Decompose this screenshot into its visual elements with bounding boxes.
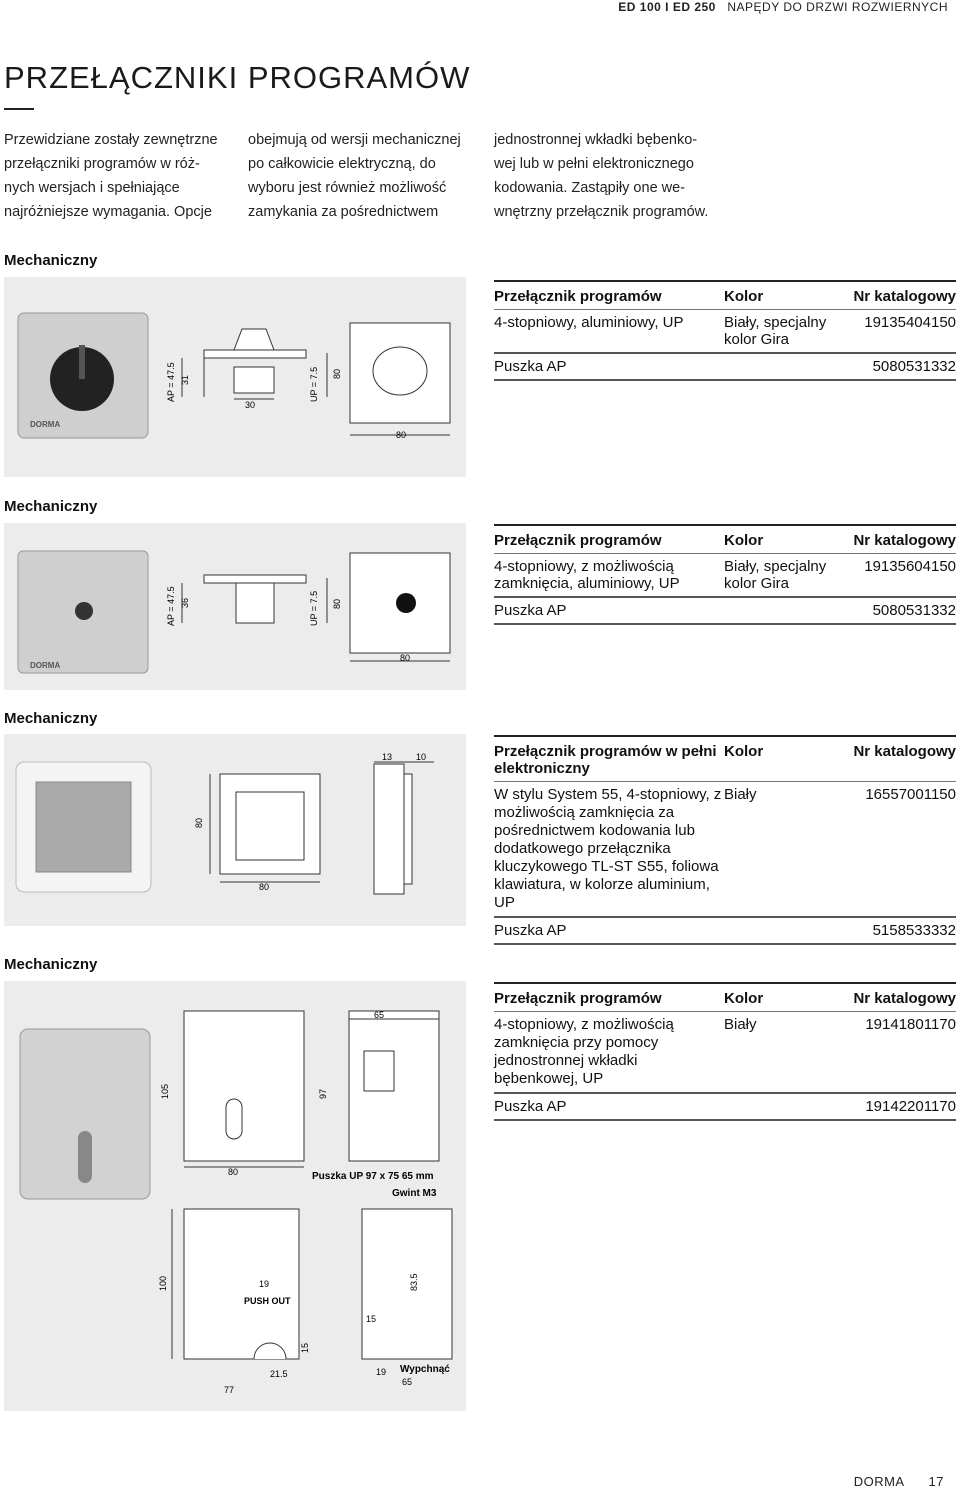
box-label: Puszka UP 97 x 75 65 mm <box>312 1171 434 1182</box>
dim-65-b: 65 <box>402 1377 413 1387</box>
dim-21-5: 21.5 <box>270 1369 288 1379</box>
section-4-table <box>494 982 956 1121</box>
dim-ap: AP = 47.5 <box>166 362 176 402</box>
section-4-image <box>4 981 466 1411</box>
push-out-label: PUSH OUT <box>244 1296 291 1306</box>
dim-13: 13 <box>382 752 393 762</box>
dim-up: UP = 7.5 <box>309 366 319 402</box>
section-1-image <box>4 277 466 477</box>
col-header-color: Kolor <box>724 983 844 1012</box>
intro-col-2: obejmują od wersji mechanicznej po całkowicie elektryczną, do wyboru jest również możliwość zamykania za pośrednictwem <box>248 132 461 220</box>
dim-15-a: 15 <box>366 1314 377 1324</box>
col-header-product: Przełącznik programów <box>494 281 724 310</box>
col-header-color: Kolor <box>724 736 844 782</box>
dim-80-h: 80 <box>396 430 407 440</box>
dim-30: 30 <box>245 400 256 410</box>
section-3-table <box>494 735 956 945</box>
table-row: Puszka AP 5080531332 <box>494 597 956 624</box>
page-footer <box>854 1474 944 1489</box>
section-3-label: Mechaniczny <box>4 710 98 727</box>
dim-77: 77 <box>224 1385 235 1395</box>
section-1-table <box>494 280 956 381</box>
dim-19: 19 <box>259 1279 270 1289</box>
section-1-drawing <box>4 277 466 477</box>
col-header-color: Kolor <box>724 281 844 310</box>
col-header-catalog: Nr katalogowy <box>844 281 956 310</box>
col-header-color: Kolor <box>724 525 844 554</box>
dim-36: 36 <box>180 597 190 608</box>
section-2-image <box>4 523 466 690</box>
dim-83-5: 83.5 <box>409 1273 419 1291</box>
dim-ap: AP = 47.5 <box>166 586 176 626</box>
dim-80-v: 80 <box>332 598 342 609</box>
header-section: NAPĘDY DO DRZWI ROZWIERNYCH <box>727 0 948 14</box>
col-header-product: Przełącznik programów w pełni elektroniczny <box>494 736 724 782</box>
dim-80-v: 80 <box>332 368 342 379</box>
dim-65: 65 <box>374 1010 385 1020</box>
col-header-catalog: Nr katalogowy <box>844 525 956 554</box>
col-header-catalog: Nr katalogowy <box>844 736 956 782</box>
table-row: Puszka AP 19142201170 <box>494 1093 956 1120</box>
dim-31: 31 <box>180 374 190 385</box>
dim-80-h: 80 <box>400 653 411 663</box>
running-header <box>618 0 948 14</box>
table-row: Puszka AP 5158533332 <box>494 917 956 944</box>
col-header-catalog: Nr katalogowy <box>844 983 956 1012</box>
dim-80: 80 <box>228 1167 239 1177</box>
page-number: 17 <box>928 1474 944 1489</box>
header-product: ED 100 I ED 250 <box>618 0 716 14</box>
section-2-drawing <box>4 523 466 690</box>
dim-19-b: 19 <box>376 1367 387 1377</box>
section-1-label: Mechaniczny <box>4 252 98 269</box>
dim-97: 97 <box>318 1088 328 1099</box>
thread-label: Gwint M3 <box>392 1188 437 1199</box>
section-4-drawing <box>4 981 466 1411</box>
page-title: PRZEŁĄCZNIKI PROGRAMÓW <box>4 60 471 95</box>
svg-text:DORMA: DORMA <box>30 661 61 670</box>
intro-col-3: jednostronnej wkładki bębenko- wej lub w pełni elektronicznego kodowania. Zastąpiły one we- wnętrzny przełącznik programów. <box>494 132 709 220</box>
dim-80-h: 80 <box>259 882 270 892</box>
wypchnac-label: Wypchnąć <box>400 1364 450 1375</box>
dim-10: 10 <box>416 752 427 762</box>
footer-brand: DORMA <box>853 1474 904 1489</box>
section-4-label: Mechaniczny <box>4 956 98 973</box>
dim-100: 100 <box>158 1275 168 1291</box>
dim-80-v: 80 <box>194 817 204 828</box>
intro-col-1: Przewidziane zostały zewnętrzne przełączniki programów w róż- nych wersjach i spełniające najróżniejsze wymagania. Opcje <box>4 132 218 220</box>
col-header-product: Przełącznik programów <box>494 983 724 1012</box>
table-row: 4-stopniowy, z możliwością zamknięcia, aluminiowy, UP Biały, specjalny kolor Gira 19135604150 <box>494 554 956 598</box>
svg-text:DORMA: DORMA <box>30 420 61 429</box>
section-3-image <box>4 734 466 926</box>
section-2-table <box>494 524 956 625</box>
table-row: W stylu System 55, 4-stopniowy, z możliwością zamknięcia za pośrednictwem kodowania lub dodatkowego przełącznika kluczykowego TL-ST S55, foliowa klawiatura, w kolorze aluminium, UP Biały 16557001150 <box>494 782 956 918</box>
col-header-product: Przełącznik programów <box>494 525 724 554</box>
dim-105: 105 <box>160 1083 170 1099</box>
dim-up: UP = 7.5 <box>309 590 319 626</box>
section-2-label: Mechaniczny <box>4 498 98 515</box>
table-row: Puszka AP 5080531332 <box>494 353 956 380</box>
table-row: 4-stopniowy, aluminiowy, UP Biały, specjalny kolor Gira 19135404150 <box>494 310 956 354</box>
title-rule <box>4 108 34 110</box>
table-row: 4-stopniowy, z możliwością zamknięcia przy pomocy jednostronnej wkładki bębenkowej, UP Biały 19141801170 <box>494 1012 956 1094</box>
dim-15-b: 15 <box>300 1342 310 1353</box>
section-3-drawing <box>4 734 466 926</box>
